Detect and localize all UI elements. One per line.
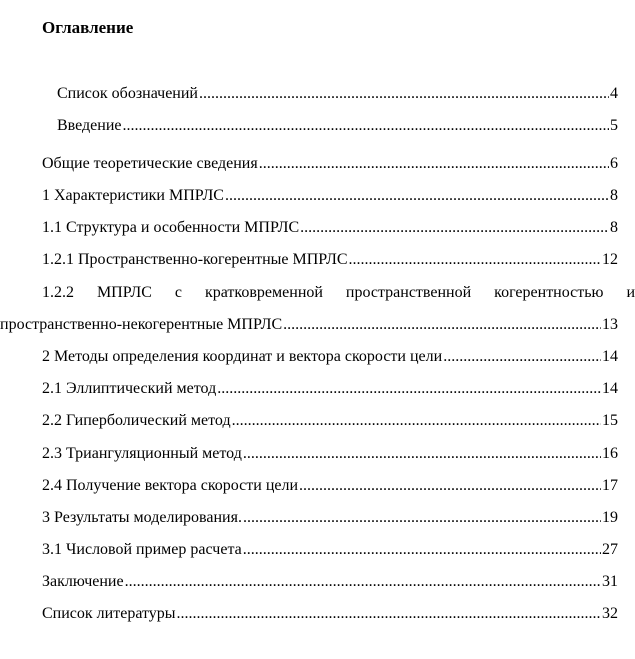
toc-page-number: 4 (610, 85, 618, 102)
toc-page-number: 6 (610, 155, 618, 172)
toc-leader (177, 604, 601, 624)
toc-entry-label: Список обозначений (57, 85, 198, 102)
toc-page-number: 32 (602, 605, 618, 622)
toc-leader (199, 84, 609, 104)
toc-entry-section-1-1[interactable] (42, 218, 618, 238)
toc-page-number: 19 (602, 509, 618, 526)
toc-leader (232, 411, 601, 431)
toc-entry-label-line1: 1.2.2 МПРЛС с кратковременной пространственной когерентностью и (42, 284, 635, 301)
toc-page-number: 31 (602, 573, 618, 590)
toc-leader (283, 315, 601, 335)
toc-leader (349, 250, 602, 270)
toc-leader (443, 347, 601, 367)
toc-leader (259, 154, 609, 174)
toc-leader (243, 508, 601, 528)
toc-entry-label: Заключение (42, 573, 124, 590)
toc-title: Оглавление (42, 18, 134, 37)
toc-entry-general-theory[interactable] (42, 154, 618, 174)
toc-entry-section-3-1[interactable] (42, 540, 618, 560)
toc-page-number: 16 (602, 445, 618, 462)
toc-leader (217, 379, 601, 399)
toc-entry-label: 1 Характеристики МПРЛС (42, 187, 224, 204)
toc-leader (123, 116, 610, 136)
toc-entry-label: Введение (57, 117, 122, 134)
toc-entry-label-line2: пространственно-некогерентные МПРЛС (0, 316, 283, 333)
toc-entry-label: 2 Методы определения координат и вектора скорости цели (42, 348, 443, 365)
toc-entry-chapter-2[interactable] (42, 347, 618, 367)
toc-entry-label: 3.1 Числовой пример расчета (42, 541, 242, 558)
toc-entry-label: Общие теоретические сведения (42, 155, 258, 172)
toc-entry-line2 (0, 315, 618, 335)
toc-page-number: 17 (602, 477, 618, 494)
toc-entry-label: 2.2 Гиперболический метод (42, 412, 231, 429)
toc-page-number: 13 (602, 316, 618, 333)
toc-entry-chapter-1[interactable] (42, 186, 618, 206)
toc-page-number: 5 (610, 117, 618, 134)
toc-leader (299, 476, 601, 496)
toc-entry-section-2-2[interactable] (42, 411, 618, 431)
toc-entry-references[interactable] (42, 604, 618, 624)
toc-entry-label: 3 Результаты моделирования. (42, 509, 242, 526)
toc-entry-section-2-1[interactable] (42, 379, 618, 399)
toc-leader (225, 186, 609, 206)
toc-entry-conclusion[interactable] (42, 572, 618, 592)
toc-page-number: 27 (602, 541, 618, 558)
toc-entry-label: 2.4 Получение вектора скорости цели (42, 477, 299, 494)
toc-entry-section-1-2-1[interactable] (42, 250, 618, 270)
toc-page-number: 12 (602, 251, 618, 268)
toc-entry-label: 2.1 Эллиптический метод (42, 380, 217, 397)
toc-entry-introduction[interactable] (57, 116, 618, 136)
toc-page-number: 14 (602, 380, 618, 397)
toc-leader (243, 444, 601, 464)
toc-entry-section-2-3[interactable] (42, 444, 618, 464)
toc-entry-label: 2.3 Триангуляционный метод (42, 445, 242, 462)
toc-entry-label: 1.2.1 Пространственно-когерентные МПРЛС (42, 251, 348, 268)
toc-entry-symbols[interactable] (57, 84, 618, 104)
toc-entry-chapter-3[interactable] (42, 508, 618, 528)
toc-entry-label: 1.1 Структура и особенности МПРЛС (42, 219, 300, 236)
toc-leader (300, 218, 609, 238)
toc-leader (243, 540, 601, 560)
toc-page-number: 15 (602, 412, 618, 429)
toc-entry-section-2-4[interactable] (42, 476, 618, 496)
toc-page-number: 8 (610, 219, 618, 236)
toc-entry-label: Список литературы (42, 605, 176, 622)
toc-leader (125, 572, 601, 592)
toc-page-number: 14 (602, 348, 618, 365)
toc-page-number: 8 (610, 187, 618, 204)
